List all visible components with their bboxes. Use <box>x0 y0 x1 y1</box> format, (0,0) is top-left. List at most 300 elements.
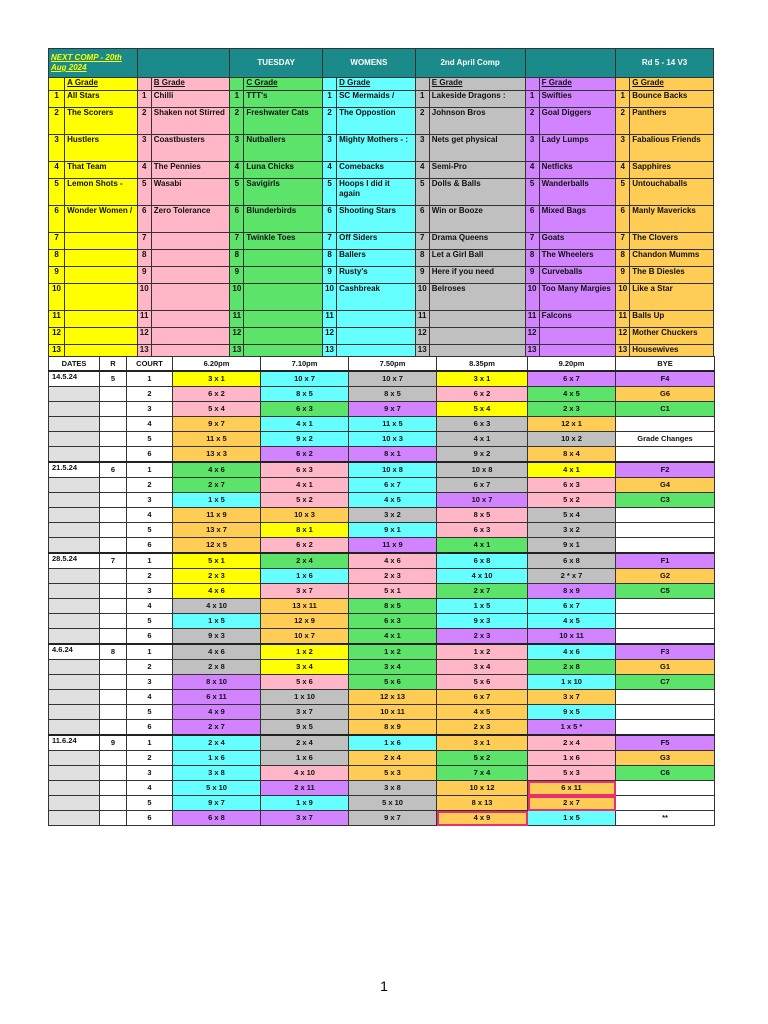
team-number: 9 <box>230 267 244 284</box>
draw-row <box>49 478 715 493</box>
match-cell: 10 x 11 <box>349 705 437 720</box>
team-name <box>151 267 230 284</box>
grade-name-row <box>49 78 714 91</box>
match-cell: 5 x 10 <box>173 781 261 796</box>
team-row <box>49 206 714 233</box>
grades-header-cell <box>137 49 230 78</box>
match-cell: 4 x 9 <box>437 811 528 826</box>
match-cell: 10 x 7 <box>349 371 437 387</box>
match-cell: 9 x 5 <box>528 705 616 720</box>
date-blank <box>49 569 100 584</box>
team-number: 4 <box>49 162 65 179</box>
team-number: 1 <box>323 91 337 108</box>
team-number: 8 <box>616 250 630 267</box>
team-name: SC Mermaids / <box>337 91 416 108</box>
match-cell: 8 x 9 <box>349 720 437 736</box>
court-number: 1 <box>127 462 173 478</box>
team-name: Untouchaballs <box>630 179 714 206</box>
date-blank <box>49 432 100 447</box>
team-number: 12 <box>525 328 539 345</box>
match-cell: 5 x 2 <box>528 493 616 508</box>
match-cell: 9 x 3 <box>173 629 261 645</box>
match-cell: 8 x 10 <box>173 675 261 690</box>
team-name: Netficks <box>539 162 616 179</box>
grade-name-cell <box>539 78 616 91</box>
team-number: 1 <box>415 91 429 108</box>
round-blank <box>100 538 127 554</box>
grade-number-blank <box>525 78 539 91</box>
match-cell: 2 x 7 <box>173 720 261 736</box>
team-name: Wonder Women / <box>65 206 138 233</box>
team-number: 4 <box>415 162 429 179</box>
bye-cell <box>616 720 715 736</box>
round-number: 8 <box>100 644 127 660</box>
draw-row <box>49 493 715 508</box>
draw-row <box>49 614 715 629</box>
team-name: The B Diesles <box>630 267 714 284</box>
team-name: Falcons <box>539 311 616 328</box>
round-blank <box>100 569 127 584</box>
grade-number-blank <box>323 78 337 91</box>
match-cell: 4 x 1 <box>261 417 349 432</box>
court-number: 2 <box>127 387 173 402</box>
team-number: 7 <box>49 233 65 250</box>
team-name: The Clovers <box>630 233 714 250</box>
match-cell: 8 x 5 <box>349 387 437 402</box>
match-cell: 6 x 7 <box>528 599 616 614</box>
match-cell: 9 x 2 <box>261 432 349 447</box>
match-cell: 10 x 7 <box>437 493 528 508</box>
draw-row <box>49 553 715 569</box>
round-blank <box>100 720 127 736</box>
match-cell: 6 x 2 <box>437 387 528 402</box>
team-number: 7 <box>137 233 151 250</box>
grade-name: F Grade <box>541 78 572 87</box>
match-cell: 10 x 3 <box>261 508 349 523</box>
draw-row <box>49 432 715 447</box>
team-number: 11 <box>323 311 337 328</box>
bye-cell <box>616 523 715 538</box>
match-cell: 9 x 1 <box>349 523 437 538</box>
team-number: 9 <box>616 267 630 284</box>
team-name: Let a Girl Ball <box>429 250 525 267</box>
match-cell: 6 x 2 <box>261 538 349 554</box>
match-cell: 2 x 7 <box>528 796 616 811</box>
team-number: 12 <box>415 328 429 345</box>
grades-table <box>48 48 714 362</box>
match-cell: 2 x 4 <box>349 751 437 766</box>
match-cell: 5 x 6 <box>349 675 437 690</box>
match-cell: 8 x 9 <box>528 584 616 599</box>
team-name: Hoops I did it again <box>337 179 416 206</box>
draw-header-cell: 9.20pm <box>528 357 616 372</box>
round-blank <box>100 675 127 690</box>
draw-row <box>49 447 715 463</box>
team-name <box>337 311 416 328</box>
bye-cell: C5 <box>616 584 715 599</box>
match-cell: 4 x 5 <box>528 614 616 629</box>
team-number: 6 <box>49 206 65 233</box>
team-number: 6 <box>323 206 337 233</box>
team-name: The Scorers <box>65 108 138 135</box>
match-cell: 5 x 6 <box>437 675 528 690</box>
match-cell: 3 x 4 <box>261 660 349 675</box>
match-cell: 6 x 3 <box>528 478 616 493</box>
match-cell: 2 x 4 <box>173 735 261 751</box>
match-cell: 2 x 3 <box>173 569 261 584</box>
team-name: Goal Diggers <box>539 108 616 135</box>
team-number: 3 <box>525 135 539 162</box>
draw-row <box>49 584 715 599</box>
team-name: Fabalious Friends <box>630 135 714 162</box>
court-number: 5 <box>127 614 173 629</box>
round-blank <box>100 705 127 720</box>
round-blank <box>100 766 127 781</box>
team-number: 3 <box>616 135 630 162</box>
team-number: 9 <box>323 267 337 284</box>
date-blank <box>49 751 100 766</box>
date-blank <box>49 523 100 538</box>
team-number: 6 <box>230 206 244 233</box>
team-number: 13 <box>230 345 244 362</box>
date-blank <box>49 614 100 629</box>
match-cell: 6 x 3 <box>437 523 528 538</box>
bye-cell <box>616 705 715 720</box>
date-blank <box>49 766 100 781</box>
team-number: 8 <box>415 250 429 267</box>
round-blank <box>100 402 127 417</box>
draw-header-cell: COURT <box>127 357 173 372</box>
draw-row <box>49 371 715 387</box>
match-cell: 6 x 8 <box>437 553 528 569</box>
draw-header-cell: 8.35pm <box>437 357 528 372</box>
team-number: 2 <box>49 108 65 135</box>
match-cell: 1 x 5 <box>173 493 261 508</box>
team-name: Nutballers <box>244 135 323 162</box>
match-cell: 9 x 2 <box>437 447 528 463</box>
bye-cell: C3 <box>616 493 715 508</box>
team-name: Wanderballs <box>539 179 616 206</box>
team-name: Lakeside Dragons : <box>429 91 525 108</box>
draw-row <box>49 811 715 826</box>
date-blank <box>49 796 100 811</box>
match-cell: 3 x 2 <box>528 523 616 538</box>
date-blank <box>49 387 100 402</box>
team-name <box>429 311 525 328</box>
team-name: Drama Queens <box>429 233 525 250</box>
team-number: 1 <box>616 91 630 108</box>
bye-cell <box>616 417 715 432</box>
team-row <box>49 135 714 162</box>
team-row <box>49 284 714 311</box>
grade-name: E Grade <box>431 78 463 87</box>
team-name <box>429 328 525 345</box>
team-number: 8 <box>49 250 65 267</box>
match-cell: 6 x 8 <box>173 811 261 826</box>
match-cell: 3 x 7 <box>261 705 349 720</box>
match-cell: 4 x 1 <box>261 478 349 493</box>
team-name: Freshwater Cats <box>244 108 323 135</box>
match-cell: 9 x 7 <box>349 402 437 417</box>
team-number: 5 <box>525 179 539 206</box>
match-cell: 3 x 8 <box>349 781 437 796</box>
match-cell: 12 x 1 <box>528 417 616 432</box>
date-blank <box>49 417 100 432</box>
bye-cell: C6 <box>616 766 715 781</box>
date-blank <box>49 478 100 493</box>
grade-name-cell <box>244 78 323 91</box>
team-name: Comebacks <box>337 162 416 179</box>
draw-row <box>49 523 715 538</box>
team-number: 8 <box>230 250 244 267</box>
draw-row <box>49 538 715 554</box>
match-cell: 3 x 4 <box>349 660 437 675</box>
team-name: Twinkle Toes <box>244 233 323 250</box>
date-blank <box>49 660 100 675</box>
team-name: Manly Mavericks <box>630 206 714 233</box>
match-cell: 9 x 7 <box>173 417 261 432</box>
match-cell: 5 x 4 <box>173 402 261 417</box>
match-cell: 8 x 1 <box>261 523 349 538</box>
grade-number-blank <box>49 78 65 91</box>
team-row <box>49 328 714 345</box>
date-blank <box>49 705 100 720</box>
team-number: 10 <box>49 284 65 311</box>
bye-cell <box>616 538 715 554</box>
match-cell: 10 x 8 <box>349 462 437 478</box>
court-number: 4 <box>127 417 173 432</box>
match-cell: 1 x 5 <box>437 599 528 614</box>
grades-header-row <box>49 49 714 78</box>
match-cell: 4 x 1 <box>437 432 528 447</box>
court-number: 2 <box>127 660 173 675</box>
team-number: 1 <box>137 91 151 108</box>
team-number: 7 <box>415 233 429 250</box>
team-name <box>65 233 138 250</box>
team-name: Goats <box>539 233 616 250</box>
date-blank <box>49 690 100 705</box>
round-blank <box>100 387 127 402</box>
team-name: Nets get physical <box>429 135 525 162</box>
court-number: 2 <box>127 751 173 766</box>
grade-name-cell <box>429 78 525 91</box>
match-cell: 9 x 7 <box>173 796 261 811</box>
match-cell: 5 x 1 <box>173 553 261 569</box>
team-name: The Pennies <box>151 162 230 179</box>
match-cell: 3 x 7 <box>528 690 616 705</box>
match-cell: 1 x 5 <box>173 614 261 629</box>
match-cell: 2 x 7 <box>437 584 528 599</box>
match-cell: 9 x 7 <box>349 811 437 826</box>
match-cell: 8 x 13 <box>437 796 528 811</box>
match-cell: 6 x 8 <box>528 553 616 569</box>
match-cell: 1 x 10 <box>261 690 349 705</box>
match-cell: 4 x 5 <box>349 493 437 508</box>
team-number: 10 <box>415 284 429 311</box>
draw-row <box>49 387 715 402</box>
date-blank <box>49 584 100 599</box>
round-blank <box>100 584 127 599</box>
match-cell: 12 x 5 <box>173 538 261 554</box>
draw-header-cell: 7.10pm <box>261 357 349 372</box>
match-cell: 11 x 9 <box>349 538 437 554</box>
team-name: Swifties <box>539 91 616 108</box>
match-cell: 6 x 7 <box>437 478 528 493</box>
court-number: 4 <box>127 599 173 614</box>
match-cell: 2 x 3 <box>437 720 528 736</box>
match-cell: 4 x 1 <box>528 462 616 478</box>
team-number: 3 <box>415 135 429 162</box>
team-number: 11 <box>49 311 65 328</box>
match-cell: 1 x 6 <box>261 569 349 584</box>
match-cell: 6 x 11 <box>173 690 261 705</box>
draw-table <box>48 356 715 826</box>
grades-header-cell: Rd 5 - 14 V3 <box>616 49 714 78</box>
court-number: 4 <box>127 781 173 796</box>
draw-row <box>49 735 715 751</box>
team-name: Rusty's <box>337 267 416 284</box>
draw-row <box>49 629 715 645</box>
team-number: 1 <box>525 91 539 108</box>
draw-row <box>49 660 715 675</box>
grade-number-blank <box>230 78 244 91</box>
draw-row <box>49 402 715 417</box>
team-row <box>49 267 714 284</box>
draw-header-cell: BYE <box>616 357 715 372</box>
match-cell: 4 x 1 <box>437 538 528 554</box>
match-cell: 3 x 1 <box>437 735 528 751</box>
bye-cell: G1 <box>616 660 715 675</box>
grade-number-blank <box>616 78 630 91</box>
match-cell: 10 x 3 <box>349 432 437 447</box>
bye-cell <box>616 447 715 463</box>
bye-cell: G4 <box>616 478 715 493</box>
bye-cell: F2 <box>616 462 715 478</box>
bye-cell: F4 <box>616 371 715 387</box>
team-number: 9 <box>137 267 151 284</box>
team-number: 4 <box>525 162 539 179</box>
round-number: 6 <box>100 462 127 478</box>
team-name: Coastbusters <box>151 135 230 162</box>
draw-row <box>49 508 715 523</box>
date-blank <box>49 781 100 796</box>
team-name <box>65 250 138 267</box>
grade-number-blank <box>137 78 151 91</box>
grade-name: G Grade <box>632 78 664 87</box>
match-cell: 8 x 5 <box>437 508 528 523</box>
team-number: 9 <box>415 267 429 284</box>
grade-name: B Grade <box>153 78 185 87</box>
date-blank <box>49 402 100 417</box>
round-date: 4.6.24 <box>49 644 100 660</box>
team-number: 11 <box>137 311 151 328</box>
bye-cell: Grade Changes <box>616 432 715 447</box>
match-cell: 2 x 3 <box>437 629 528 645</box>
team-number: 3 <box>49 135 65 162</box>
team-number: 2 <box>616 108 630 135</box>
round-blank <box>100 690 127 705</box>
match-cell: 8 x 5 <box>349 599 437 614</box>
team-number: 13 <box>415 345 429 362</box>
match-cell: 6 x 3 <box>261 402 349 417</box>
round-blank <box>100 796 127 811</box>
team-row <box>49 233 714 250</box>
team-row <box>49 179 714 206</box>
team-row <box>49 250 714 267</box>
match-cell: 5 x 6 <box>261 675 349 690</box>
draw-row <box>49 751 715 766</box>
match-cell: 3 x 7 <box>261 811 349 826</box>
team-row <box>49 91 714 108</box>
team-number: 6 <box>525 206 539 233</box>
team-name: Off Siders <box>337 233 416 250</box>
match-cell: 1 x 6 <box>528 751 616 766</box>
round-blank <box>100 478 127 493</box>
team-number: 7 <box>230 233 244 250</box>
bye-cell: G2 <box>616 569 715 584</box>
match-cell: 2 x 11 <box>261 781 349 796</box>
round-blank <box>100 447 127 463</box>
team-name: Cashbreak <box>337 284 416 311</box>
bye-cell: C1 <box>616 402 715 417</box>
grade-name: A Grade <box>67 78 98 87</box>
match-cell: 9 x 3 <box>437 614 528 629</box>
court-number: 3 <box>127 584 173 599</box>
match-cell: 4 x 10 <box>173 599 261 614</box>
round-blank <box>100 523 127 538</box>
match-cell: 10 x 7 <box>261 629 349 645</box>
match-cell: 1 x 6 <box>349 735 437 751</box>
match-cell: 10 x 7 <box>261 371 349 387</box>
team-number: 5 <box>49 179 65 206</box>
court-number: 3 <box>127 402 173 417</box>
match-cell: 5 x 3 <box>349 766 437 781</box>
team-name: Lemon Shots - <box>65 179 138 206</box>
team-number: 12 <box>616 328 630 345</box>
round-blank <box>100 629 127 645</box>
team-number: 12 <box>230 328 244 345</box>
round-blank <box>100 811 127 826</box>
match-cell: 10 x 11 <box>528 629 616 645</box>
match-cell: 2 x 3 <box>349 569 437 584</box>
team-number: 8 <box>137 250 151 267</box>
team-number: 3 <box>230 135 244 162</box>
match-cell: 6 x 7 <box>528 371 616 387</box>
match-cell: 3 x 2 <box>349 508 437 523</box>
bye-cell <box>616 690 715 705</box>
team-name: Panthers <box>630 108 714 135</box>
court-number: 6 <box>127 447 173 463</box>
team-number: 5 <box>616 179 630 206</box>
round-blank <box>100 432 127 447</box>
team-number: 6 <box>616 206 630 233</box>
match-cell: 4 x 1 <box>349 629 437 645</box>
bye-cell <box>616 614 715 629</box>
match-cell: 3 x 1 <box>173 371 261 387</box>
team-number: 9 <box>49 267 65 284</box>
team-name <box>65 267 138 284</box>
team-number: 11 <box>525 311 539 328</box>
bye-cell: F5 <box>616 735 715 751</box>
team-number: 11 <box>230 311 244 328</box>
team-name <box>151 284 230 311</box>
round-date: 14.5.24 <box>49 371 100 387</box>
grade-name: D Grade <box>339 78 371 87</box>
match-cell: 6 x 3 <box>349 614 437 629</box>
match-cell: 9 x 1 <box>528 538 616 554</box>
round-blank <box>100 508 127 523</box>
match-cell: 3 x 1 <box>437 371 528 387</box>
